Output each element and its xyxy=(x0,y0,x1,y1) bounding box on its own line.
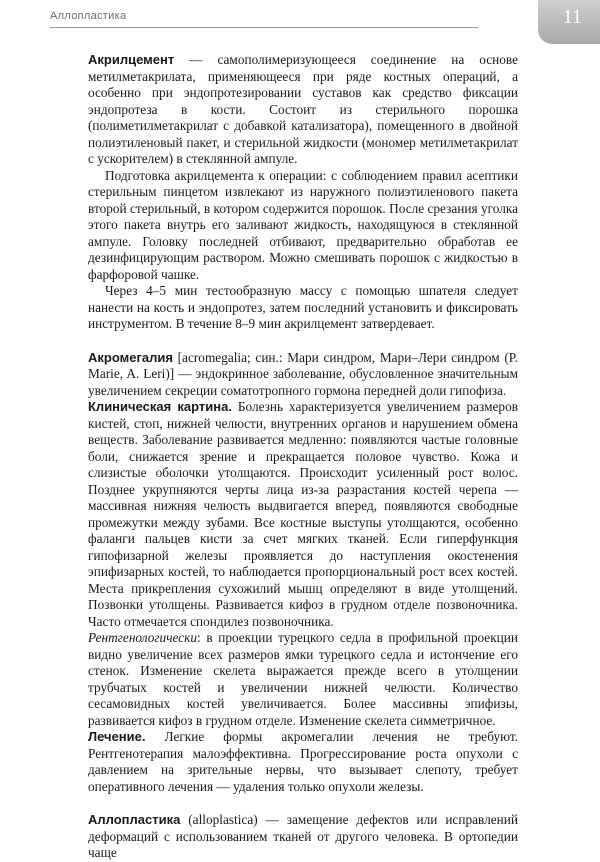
page-number-tab xyxy=(538,0,600,44)
treatment-text: Легкие формы акромегалии лечения не требуют. Рентгенотерапия малоэффективна. Прогрессирование роста опухоли с давлением на зрительные нервы, что вызывает слепоту, требует оперативного лечения — удаления только опухоли железы. xyxy=(88,729,518,794)
acrylcement-definition xyxy=(88,52,518,168)
running-head: Аллопластика xyxy=(50,10,127,22)
treatment-heading: Лечение. xyxy=(88,729,146,744)
acrylcement-text: — самополимеризующееся соединение на основе метилметакрилата, применяющееся при ряде костных операций, а особенно при эндопротезировании суставов как средство фиксации эндопротеза в кости. Состоит из стерильного порошка (полиметилметакрилат с добавкой катализатора), помещенного в двойной полиэтиленовый пакет, и стерильной жидкости (мономер метилметакрилат с ускорителем) в стеклянной ампуле. xyxy=(88,52,518,166)
clinical-picture-text: Болезнь характеризуется увеличением размеров кистей, стоп, нижней челюсти, внутренних органов и нарушением обмена веществ. Заболевание развивается медленно: появляются частые головные боли, снижается зрение и прекращается половое чувство. Кожа и слизистые оболочки утолщаются. Происходит усиленный рост волос. Позднее укрупняются черты лица из-за разрастания костей черепа — массивная нижняя челюсть выдвигается вперед, появляются свободные промежутки между зубами. Все костные выступы утолщаются, особенно фаланги пальцев кисти за счет мягких тканей. Если гиперфункция гипофизарной железы проявляется до наступления окостенения эпифизарных костей, то наблюдается пропорциональный рост всех костей. Места прикрепления сухожилий мышц определяют в виде утолщений. Позвонки утолщены. Развивается кифоз в грудном отделе позвоночника. Часто отмечается спондилез позвоночника. xyxy=(88,399,518,629)
acrylcement-preparation: Подготовка акрилцемента к операции: с соблюдением правил асептики стерильным пинцетом извлекают из наружного полиэтиленового пакета второй стерильный, в котором содержится порошок. После срезания уголка этого пакета внутрь его заливают жидкость, находящуюся в стеклянной ампуле. Головку последней отбивают, предварительно обработав ее дезинфицирующим раствором. Можно смешивать порошок с жидкостью в фарфоровой чашке. xyxy=(88,167,518,282)
alloplasty-text: (alloplastica) — замещение дефектов или исправлений деформаций с использованием тканей от другого человека. В ортопедии чаще xyxy=(88,812,518,860)
clinical-picture-heading: Клиническая картина. xyxy=(88,399,232,414)
acromegaly-clinical xyxy=(88,399,518,630)
xray-heading: Рентгенологически xyxy=(88,630,198,645)
term-acromegaly: Акромегалия xyxy=(88,349,173,365)
entry-separator xyxy=(88,795,518,812)
acrylcement-timing: Через 4–5 мин тестообразную массу с помощью шпателя следует нанести на кость и эндопротез, затем последний установить и фиксировать инструментом. В течение 8–9 мин акрилцемент затвердевает. xyxy=(88,283,518,331)
acromegaly-definition xyxy=(88,350,518,400)
page-number: 11 xyxy=(562,6,582,28)
acromegaly-xray xyxy=(88,630,518,729)
alloplasty-definition xyxy=(88,812,518,862)
entry-separator xyxy=(88,333,518,350)
header-rule xyxy=(50,27,478,28)
article-body xyxy=(88,52,518,862)
term-acrylcement: Акрилцемент xyxy=(88,52,175,67)
acromegaly-treatment xyxy=(88,729,518,795)
xray-text: : в проекции турецкого седла в профильной проекции видно увеличение всех размеров ямки турецкого седла и истончение его стенок. Изменение скелета выражается прежде всего в утолщении трубчатых костей и увеличении нижней челюсти. Количество сесамовидных костей увеличивается. Более массивны эпифизы, развивается кифоз в грудном отделе. Изменение скелета симметричное. xyxy=(88,630,518,728)
term-alloplasty: Аллопластика xyxy=(88,812,181,827)
acromegaly-intro: [acromegalia; син.: Мари синдром, Мари–Лери синдром (P. Marie, A. Leri)] — эндокринное заболевание, обусловленное значительным увеличением секреции соматотропного гормона передней доли гипофиза. xyxy=(88,349,518,398)
